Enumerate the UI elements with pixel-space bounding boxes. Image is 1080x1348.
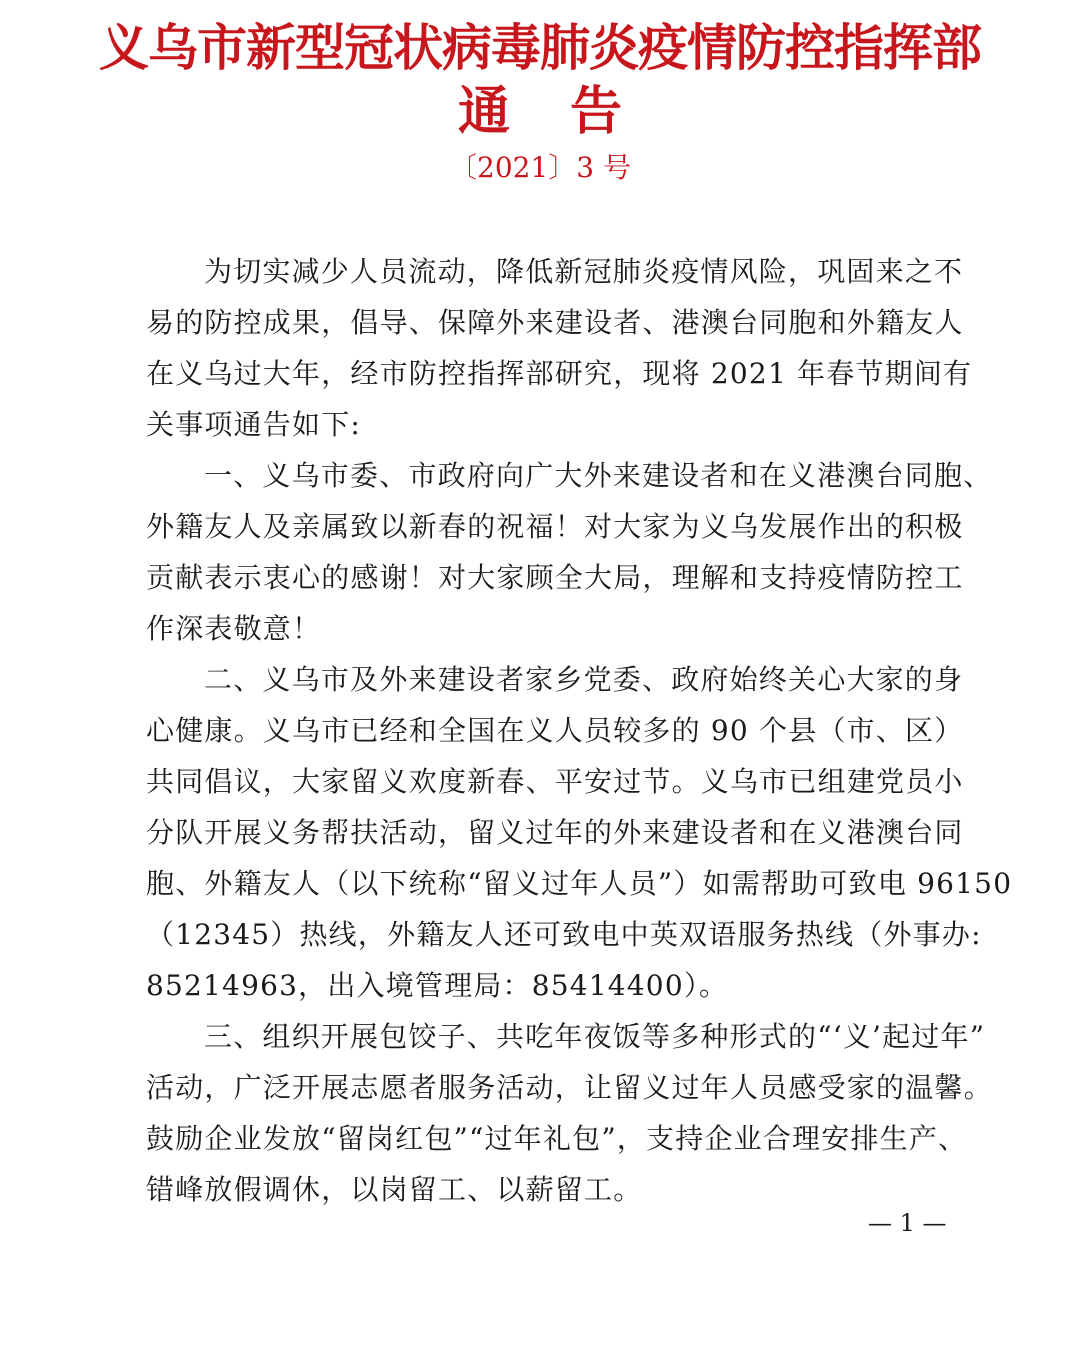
- text-line: 鼓励企业发放“留岗红包”“过年礼包”，支持企业合理安排生产、: [146, 1122, 968, 1155]
- text-line: 易的防控成果，倡导、保障外来建设者、港澳台同胞和外籍友人: [146, 306, 964, 339]
- paragraph-item-1: [146, 450, 993, 654]
- text-line: 活动，广泛开展志愿者服务活动，让留义过年人员感受家的温馨。: [146, 1071, 993, 1104]
- text-line: 为切实减少人员流动，降低新冠肺炎疫情风险，巩固来之不: [204, 255, 964, 288]
- text-line: 贡献表示衷心的感谢！对大家顾全大局，理解和支持疫情防控工: [146, 561, 964, 594]
- paragraph-item-2: [146, 654, 1013, 1011]
- document-body: [146, 246, 1013, 1215]
- paragraph-item-3: [146, 1011, 993, 1215]
- text-line: 外籍友人及亲属致以新春的祝福！对大家为义乌发展作出的积极: [146, 510, 964, 543]
- text-line: 心健康。义乌市已经和全国在义人员较多的 90 个县（市、区）: [146, 714, 964, 747]
- text-line: 错峰放假调休，以岗留工、以薪留工。: [146, 1173, 643, 1206]
- text-line: （12345）热线，外籍友人还可致电中英双语服务热线（外事办:: [146, 918, 982, 951]
- document-number: 〔2021〕3 号: [449, 151, 631, 184]
- text-line: 关事项通告如下:: [146, 408, 362, 441]
- issuing-organization-title: 义乌市新型冠状病毒肺炎疫情防控指挥部: [99, 18, 981, 77]
- text-line: 分队开展义务帮扶活动，留义过年的外来建设者和在义港澳台同: [146, 816, 964, 849]
- text-line: 二、义乌市及外来建设者家乡党委、政府始终关心大家的身: [204, 663, 964, 696]
- paragraph-intro: [146, 246, 973, 450]
- text-line: 在义乌过大年，经市防控指挥部研究，现将 2021 年春节期间有: [146, 357, 973, 390]
- text-line: 一、义乌市委、市政府向广大外来建设者和在义港澳台同胞、: [204, 459, 993, 492]
- text-line: 三、组织开展包饺子、共吃年夜饭等多种形式的“‘义’起过年”: [204, 1020, 986, 1053]
- text-line: 作深表敬意！: [146, 612, 322, 645]
- document-type-heading: 通告: [457, 81, 682, 142]
- page-number: — 1 —: [868, 1209, 947, 1237]
- text-line: 胞、外籍友人（以下统称“留义过年人员”）如需帮助可致电 96150: [146, 867, 1013, 900]
- text-line: 85214963，出入境管理局：85414400）。: [146, 969, 729, 1002]
- text-line: 共同倡议，大家留义欢度新春、平安过节。义乌市已组建党员小: [146, 765, 964, 798]
